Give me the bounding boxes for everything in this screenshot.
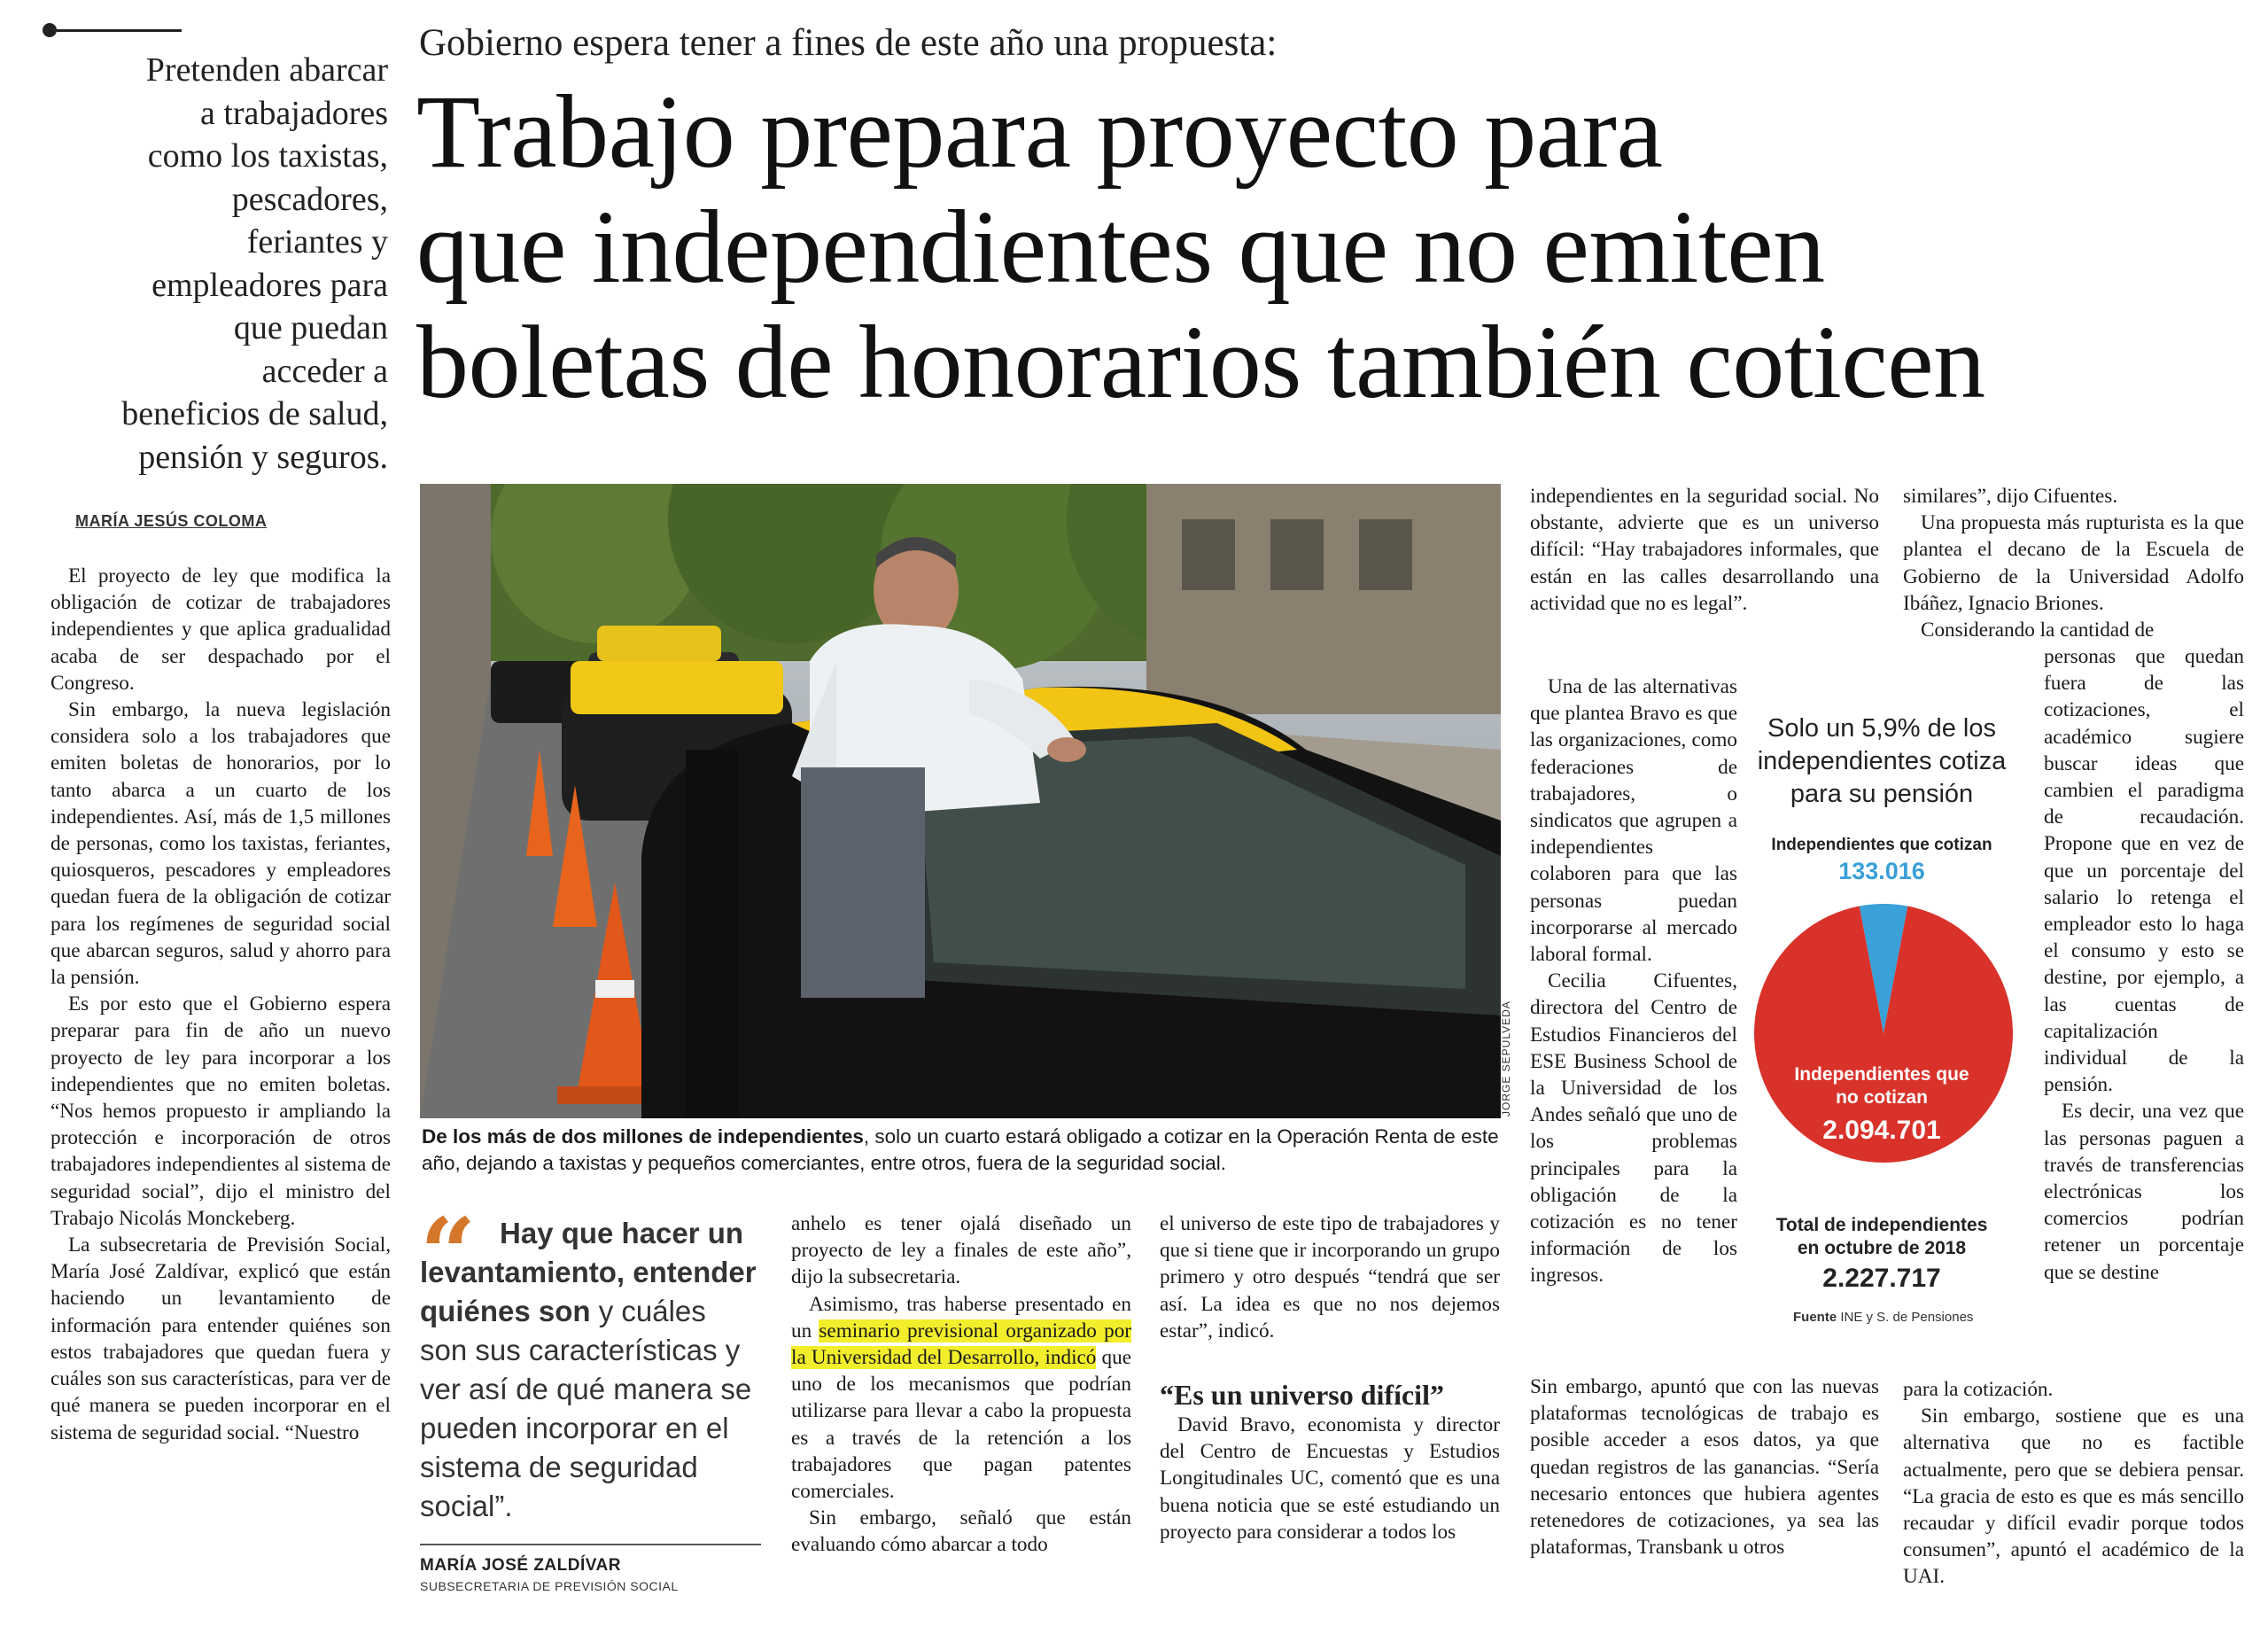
infographic: [1736, 693, 2027, 1331]
source-note: [1793, 1310, 1973, 1325]
quote-divider: [420, 1544, 761, 1545]
label-cotizan: Independientes que cotizan: [1771, 836, 1992, 854]
article-column-1: [50, 563, 391, 1446]
summary-line: que puedan: [233, 309, 388, 346]
summary-line: feriantes y: [246, 223, 388, 261]
highlighted-text: seminario previsional organizado por la Universidad del Desarrollo, indicó: [791, 1319, 1132, 1370]
article-column-5: [1903, 483, 2244, 643]
infographic-title: Solo un 5,9% de los independientes cotiza para su pensión: [1757, 714, 2007, 808]
paragraph: Una propuesta más rupturista es la que plantea el decano de la Escuela de Gobierno de la Universidad Adolfo Ibáñez, Ignacio Briones.: [1903, 511, 2244, 615]
paragraph: [791, 1291, 1131, 1506]
label-no-cotizan: [1736, 1063, 2027, 1109]
paragraph: Sin embargo, la nueva legislación considera solo a los trabajadores que emiten boletas de honorarios, por lo tanto abarca a un cuarto de los independientes. Así, más de 1,5 millones de personas, como los taxistas, feriantes, quiosqueros, pescadores y empleadores quedan fuera de la obligación de cotizar para los regímenes de seguridad social que abarcan seguros, salud y ahorro para la pensión.: [50, 698, 391, 990]
photo-credit: [1500, 904, 1518, 1117]
article-column-5-narrow: [2044, 643, 2244, 1286]
paragraph: El proyecto de ley que modifica la obligación de cotizar de trabajadores independientes y que aplica gradualidad acaba de ser despachado por el Congreso.: [50, 564, 391, 695]
article-column-4-narrow: [1530, 673, 1737, 1289]
paragraph-part: que uno de los mecanismos que podrían utilizarse para llevar a cabo la propuesta es a través de la retención a los trabajadores que pagan patentes comerciales.: [791, 1346, 1131, 1504]
article-column-5-bottom: [1903, 1376, 2244, 1591]
section-subhead: “Es un universo difícil”: [1160, 1379, 1444, 1411]
paragraph: Una de las alternativas que plantea Bravo es que las organizaciones, como federaciones de trabajadores, o sindicatos que agrupen a independientes colaboren para que las personas puedan incorporarse al mercado laboral formal.: [1530, 675, 1737, 967]
photo-credit-text: JORGE SEPÚLVEDA: [1500, 1000, 1512, 1117]
summary-line: empleadores para: [151, 266, 388, 304]
quote-mark-icon: “: [420, 1196, 477, 1311]
kicker: Gobierno espera tener a fines de este año una propuesta:: [419, 22, 1278, 64]
headline-line: que independientes que no emiten: [416, 189, 1825, 305]
num-total: 2.227.717: [1822, 1264, 1941, 1293]
summary-line: Pretenden abarcar: [145, 51, 388, 89]
quote-rest: y cuáles son sus características y ver así de qué manera se pueden incorporar en el sistema de seguridad social”.: [420, 1295, 752, 1522]
news-photo: [420, 484, 1501, 1118]
caption-text: , solo un cuarto estará obligado a cotizar en la Operación Renta de este año, dejando a taxistas y pequeños comerciantes, entre otros, fuera de la seguridad social.: [422, 1125, 1499, 1174]
paragraph: Cecilia Cifuentes, directora del Centro de Estudios Financieros del ESE Business School de la Universidad de los Andes señaló que uno de los problemas principales para la obligación de la cotización es no tener información de los ingresos.: [1530, 969, 1737, 1288]
headline-line: boletas de honorarios también coticen: [416, 304, 1985, 420]
summary-line: pescadores,: [231, 180, 388, 218]
num-cotizan: 133.016: [1838, 858, 1925, 884]
article-summary: [53, 49, 388, 479]
num-no-cotizan: 2.094.701: [1822, 1116, 1941, 1145]
top-rule: [49, 29, 182, 32]
article-column-2: [791, 1210, 1131, 1559]
paragraph: Considerando la cantidad de: [1921, 619, 2155, 642]
paragraph: personas que quedan fuera de las cotizaciones, el académico sugiere buscar ideas que cambien el paradigma de recaudación. Propone que en vez de que un porcentaje del salario lo retenga el empleador esto lo haga el consumo y esto se destine, por ejemplo, a las cuentas de capitalización individual de la pensión.: [2044, 645, 2244, 1097]
quote-author-role: SUBSECRETARIA DE PREVISIÓN SOCIAL: [420, 1579, 679, 1593]
source-text: INE y S. de Pensiones: [1837, 1310, 1974, 1325]
caption-lead: De los más de dos millones de independientes: [422, 1125, 864, 1148]
paragraph: similares”, dijo Cifuentes.: [1903, 485, 2118, 508]
paragraph: Es decir, una vez que las personas paguen a través de transferencias electrónicas los comercios podrían retener un porcentaje que se destine: [2044, 1100, 2244, 1284]
quote-author: MARÍA JOSÉ ZALDÍVAR: [420, 1556, 621, 1575]
headline-line: Trabajo prepara proyecto para: [416, 74, 1663, 190]
article-column-4-bottom: [1530, 1374, 1879, 1560]
article-column-4: [1530, 483, 1879, 617]
summary-line: a trabajadores: [199, 94, 388, 132]
paragraph: anhelo es tener ojalá diseñado un proyecto de ley a finales de este año”, dijo la subsecretaria.: [791, 1212, 1131, 1289]
summary-line: beneficios de salud,: [121, 395, 388, 432]
paragraph: para la cotización.: [1903, 1378, 2054, 1401]
paragraph-part: Asimismo, tras haberse presentado en un: [791, 1292, 1131, 1342]
paragraph: David Bravo, economista y director del Centro de Encuestas y Estudios Longitudinales UC, comentó que es una buena noticia que se esté estudiando un proyecto para considerar a todos los: [1160, 1413, 1500, 1544]
summary-line: pensión y seguros.: [138, 438, 388, 476]
paragraph: Sin embargo, señaló que están evaluando cómo abarcar a todo: [791, 1506, 1131, 1557]
summary-line: acceder a: [261, 352, 388, 390]
paragraph: Sin embargo, sostiene que es una alternativa que no es factible actualmente, pero que se debiera pensar. “La gracia de esto es que es más sencillo recaudar y difícil evadir porque todos consumen”, apuntó el académico de la UAI.: [1903, 1405, 2244, 1589]
label-total: [1736, 1214, 2027, 1260]
photo-caption: [422, 1124, 1501, 1177]
quote-bold: Hay que hacer un levantamiento, entender quiénes son: [420, 1217, 757, 1327]
pull-quote: [420, 1196, 761, 1526]
source-label: Fuente: [1793, 1310, 1837, 1325]
paragraph: independientes en la seguridad social. No obstante, advierte que es un universo difícil: “Hay trabajadores informales, que están en las calles desarrollando una actividad que no es legal”.: [1530, 485, 1879, 615]
taxi-photo-illustration: [420, 484, 1501, 1118]
author-byline: MARÍA JESÚS COLOMA: [75, 512, 268, 530]
headline: [416, 74, 2259, 420]
summary-line: como los taxistas,: [147, 137, 388, 175]
paragraph: Es por esto que el Gobierno espera preparar para fin de año un nuevo proyecto de ley para incorporar a los independientes que no emiten boletas. “Nos hemos propuesto ir ampliando la protección e incorporación de otros trabajadores independientes al sistema de seguridad social”, dijo el ministro del Trabajo Nicolás Monckeberg.: [50, 992, 391, 1230]
paragraph: Sin embargo, apuntó que con las nuevas plataformas tecnológicas de trabajo es posible acceder a esos datos, ya que quedan registros de las ganancias. “Sería necesario entonces que hubiera agentes retenedores de cotizaciones, ya sea las plataformas, Transbank u otros: [1530, 1375, 1879, 1560]
label-no-cotizan-text: Independientes que no cotizan: [1794, 1064, 1969, 1108]
paragraph: La subsecretaria de Previsión Social, María José Zaldívar, explicó que están haciendo un levantamiento de información para entender quiénes son estos trabajadores que quedan fuera y cuáles son sus características, para ver de qué manera se pueden incorporar en el sistema de seguridad social. “Nuestro: [50, 1233, 391, 1444]
label-total-text: Total de independientes en octubre de 2018: [1775, 1215, 1988, 1258]
paragraph: el universo de este tipo de trabajadores y que si tiene que ir incorporando un grupo primero y otro después “tendrá que ser así. La idea es que no nos dejemos estar”, indicó.: [1160, 1212, 1500, 1342]
